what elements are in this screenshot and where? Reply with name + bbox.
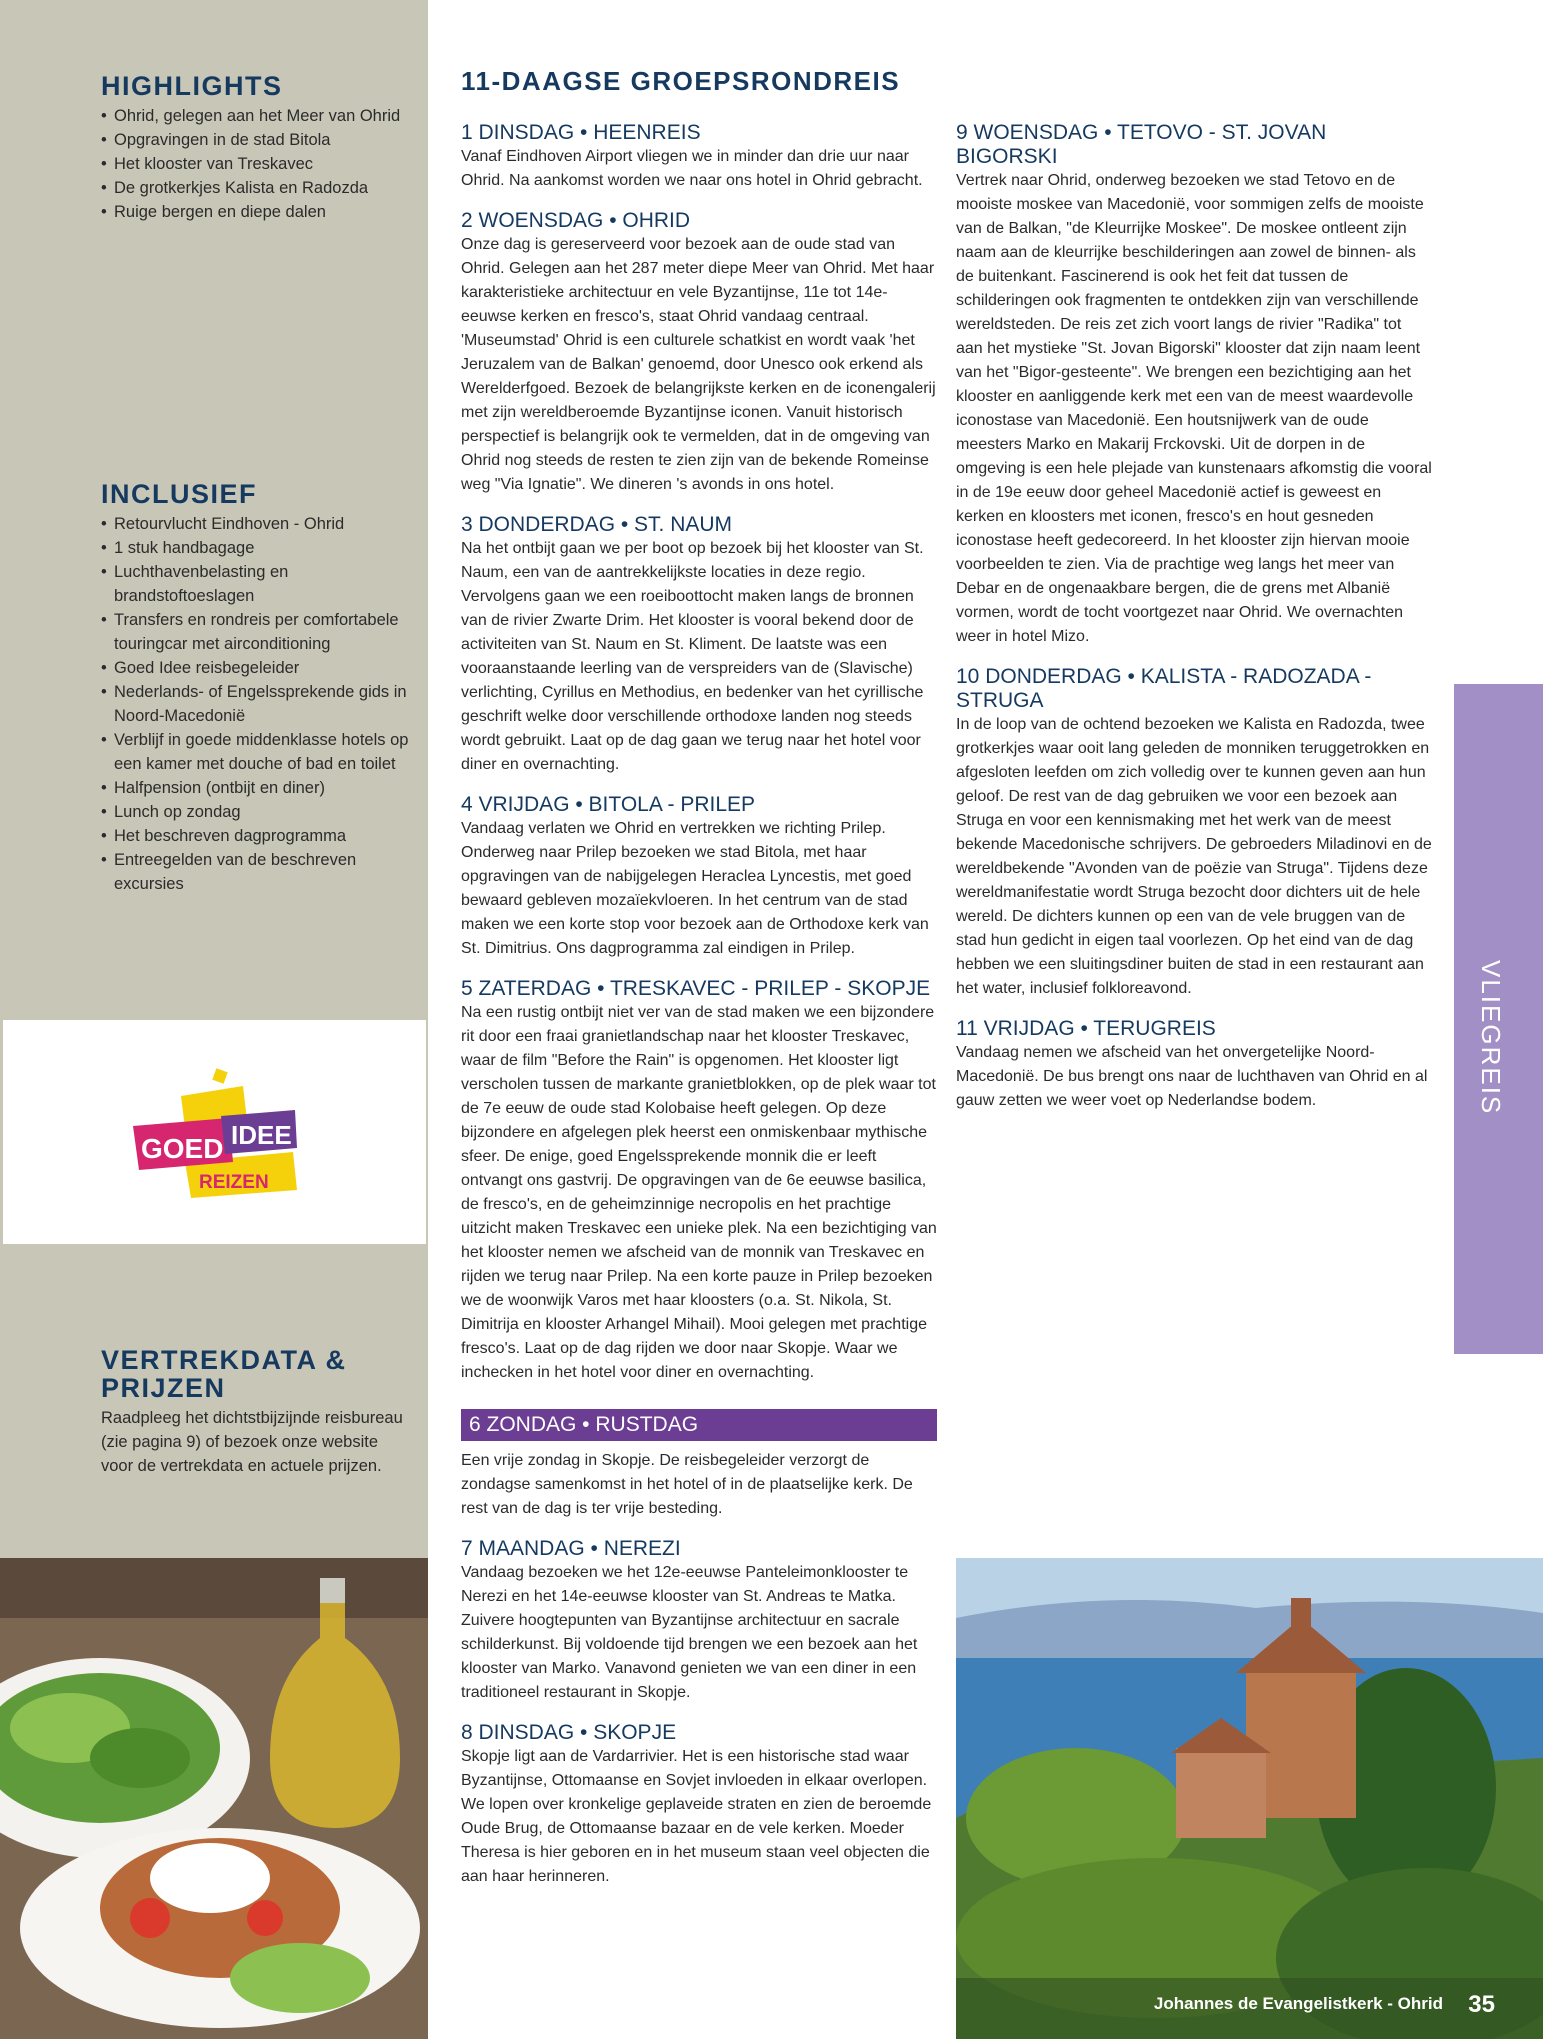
food-illustration [0, 1558, 428, 2039]
list-item: • Transfers en rondreis per comfortabele touringcar met airconditioning [101, 608, 411, 656]
photo-caption: Johannes de Evangelistkerk - Ohrid [1153, 1994, 1443, 2013]
list-item: • Nederlands- of Engelssprekende gids in Noord-Macedonië [101, 680, 411, 728]
inclusief-title: INCLUSIEF [101, 479, 258, 509]
day-2 [461, 209, 937, 497]
list-item: • De grotkerkjes Kalista en Radozda [101, 176, 411, 200]
day-text: Vandaag nemen we afscheid van het onvergetelijke Noord-Macedonië. De bus brengt ons naar de luchthaven van Ohrid en al gauw zetten we weer voet op Nederlandse bodem. [956, 1044, 1428, 1109]
day-11 [956, 1017, 1432, 1113]
day-text: Onze dag is gereserveerd voor bezoek aan de oude stad van Ohrid. Gelegen aan het 287 meter diepe Meer van Ohrid. Met haar karakteristieke architectuur en vele Byzantijnse, 11e tot 14e-eeuwse kerken en fresco's, staat Ohrid vandaag centraal. 'Museumstad' Ohrid is een culturele schatkist en wordt vaak 'het Jeruzalem van de Balkan' genoemd, door Unesco ook erkend als Werelderfgoed. Bezoek de belangrijkste kerken en de iconengalerij met zijn wereldberoemde Byzantijnse iconen. Vanuit historisch perspectief is belangrijk ook te vermelden, dat in de omgeving van Ohrid nog steeds de resten te zien zijn van de bekende Romeinse weg "Via Ignatie". We dineren 's avonds in ons hotel. [461, 236, 936, 493]
page-title: 11-DAAGSE GROEPSRONDREIS [461, 66, 901, 96]
day-heading: 5 ZATERDAG • TRESKAVEC - PRILEP - SKOPJE [461, 977, 931, 1000]
food-photo [0, 1558, 428, 2039]
day-10 [956, 665, 1432, 1001]
highlights-title: HIGHLIGHTS [101, 71, 283, 101]
page-number: 35 [1468, 1991, 1495, 2018]
itinerary-column-left [461, 121, 937, 1905]
church-illustration [956, 1558, 1543, 2039]
list-item: • Entreegelden van de beschreven excursies [101, 848, 411, 896]
inclusief-list [101, 512, 411, 896]
list-item: • Verblijf in goede middenklasse hotels op een kamer met douche of bad en toilet [101, 728, 411, 776]
list-item: • Opgravingen in de stad Bitola [101, 128, 411, 152]
day-text: Een vrije zondag in Skopje. De reisbegeleider verzorgt de zondagse samenkomst in het hotel of in de plaatselijke kerk. De rest van de dag is ter vrije besteding. [461, 1452, 913, 1517]
day-heading: 9 WOENSDAG • TETOVO - ST. JOVAN BIGORSKI [956, 121, 1327, 168]
list-item: • Het klooster van Treskavec [101, 152, 411, 176]
list-item: • Halfpension (ontbijt en diner) [101, 776, 411, 800]
section-tab-label: VLIEGREIS [1476, 960, 1506, 1116]
logo-word-reizen: REIZEN [199, 1172, 269, 1193]
vertrek-title-line1: VERTREKDATA & [101, 1345, 347, 1375]
day-text: Na het ontbijt gaan we per boot op bezoek bij het klooster van St. Naum, een van de aantrekkelijkste locaties in deze regio. Vervolgens gaan we een roeiboottocht maken langs de bronnen van de rivier Zwarte Drim. Het klooster is vooral bekend door de activiteiten van St. Naum en St. Kliment. De laatste was een vooraanstaande leerling van de verspreiders van de (Slavische) verlichting, Cyrillus en Methodius, en bedenker van het cyrillische geschrift welke door verschillende orthodoxe landen nog steeds wordt gebruikt. Laat op de dag gaan we terug naar het hotel voor diner en overnachting. [461, 540, 924, 773]
goed-idee-logo [3, 1020, 426, 1244]
day-text: Vertrek naar Ohrid, onderweg bezoeken we stad Tetovo en de mooiste moskee van Macedonië, voor sommigen zelfs de mooiste van de Balkan, "de Kleurrijke Moskee". De moskee ontleent zijn naam aan de kleurrijke beschilderingen aan zowel de binnen- als de buitenkant. Fascinerend is ook het feit dat tussen de schilderingen ook fragmenten te ontdekken zijn van verschillende wereldsteden. De reis zet zich voort langs de rivier "Radika" tot aan het mystieke "St. Jovan Bigorski" klooster dat zijn naam leent van het "Bigor-gesteente". We brengen een bezichtiging aan het klooster en aanliggende kerk met een van de meest waardevolle iconostase van Macedonië. Een houtsnijwerk van de oude meesters Marko en Makarij Frckovski. Uit de dorpen in de omgeving is een hele plejade van kunstenaars afkomstig die vooral in de 19e eeuw door geheel Macedonië actief is geweest en kerken en kloosters met iconen, fresco's en hout gesneden iconostase heeft gedecoreerd. In het klooster zijn hiervan mooie voorbeelden te zien. Via de prachtige weg langs het meer van Debar en de ongenaakbare bergen, die de grens met Albanië vormen, wordt de tocht voortgezet naar Ohrid. We overnachten weer in hotel Mizo. [956, 172, 1432, 645]
day-text: In de loop van de ochtend bezoeken we Kalista en Radozda, twee grotkerkjes waar ooit lang geleden de monniken teruggetrokken en afgesloten leefden om zich volledig over te kunnen geven aan hun geloof. De rest van de dag gebruiken we voor een bezoek aan Struga en voor een kennismaking met het werk van de meest bekende Macedonische schrijvers. De gebroeders Miladinovi en de wereldbekende "Avonden van de poëzie van Struga". Tijdens deze wereldmanifestatie wordt Struga bezocht door dichters uit de hele wereld. De dichters kunnen op een van de vele bruggen van de stad hun gedicht in eigen taal voorlezen. Op het eind van de dag hebben we een sluitingsdiner buiten de stad in een restaurant aan het water, inclusief folkloreavond. [956, 716, 1432, 997]
day-text: Vanaf Eindhoven Airport vliegen we in minder dan drie uur naar Ohrid. Na aankomst worden we naar ons hotel in Ohrid gebracht. [461, 148, 923, 189]
day-heading: 2 WOENSDAG • OHRID [461, 209, 691, 232]
day-heading: 3 DONDERDAG • ST. NAUM [461, 513, 733, 536]
list-item: • Ruige bergen en diepe dalen [101, 200, 411, 224]
day-3 [461, 513, 937, 777]
vertrek-title-line2: PRIJZEN [101, 1373, 226, 1403]
logo-word-goed: GOED [141, 1133, 224, 1164]
day-1 [461, 121, 937, 193]
list-item: • Luchthavenbelasting en brandstoftoeslagen [101, 560, 411, 608]
day-heading-banner: 6 ZONDAG • RUSTDAG [461, 1409, 937, 1441]
logo-yellow-dot [212, 1068, 227, 1083]
list-item: • Retourvlucht Eindhoven - Ohrid [101, 512, 411, 536]
list-item: • Goed Idee reisbegeleider [101, 656, 411, 680]
day-heading: 1 DINSDAG • HEENREIS [461, 121, 701, 144]
day-7 [461, 1537, 937, 1705]
day-6 [461, 1409, 937, 1521]
day-4 [461, 793, 937, 961]
logo-word-idee: IDEE [231, 1120, 292, 1150]
day-text: Skopje ligt aan de Vardarrivier. Het is een historische stad waar Byzantijnse, Ottomaanse en Sovjet invloeden in elkaar overlopen. We lopen over kronkelige geplaveide straten en zien de beroemde Oude Brug, de Ottomaanse bazaar en de vele kerken. Moeder Theresa is hier geboren en in het museum staan veel objecten die aan haar herinneren. [461, 1748, 932, 1885]
day-text: Vandaag bezoeken we het 12e-eeuwse Panteleimonklooster te Nerezi en het 14e-eeuwse klooster van St. Andreas te Matka. Zuivere hoogtepunten van Byzantijnse architectuur en sacrale schilderkunst. Bij voldoende tijd brengen we een bezoek aan het klooster van Marko. Vanavond genieten we van een diner in een traditioneel restaurant in Skopje. [461, 1564, 918, 1701]
day-heading: 4 VRIJDAG • BITOLA - PRILEP [461, 793, 756, 816]
itinerary-column-right [956, 121, 1432, 1129]
vertrek-section [101, 1346, 411, 1478]
day-heading: 11 VRIJDAG • TERUGREIS [956, 1017, 1216, 1040]
highlights-list [101, 104, 411, 224]
inclusief-section [101, 480, 411, 896]
day-text: Na een rustig ontbijt niet ver van de stad maken we een bijzondere rit door een fraai granietlandschap naar het klooster Treskavec, waar de film "Before the Rain" is opgenomen. Het klooster ligt verscholen tussen de markante granietblokken, op de plek waar tot de 7e eeuw de oude stad Kolobaise heeft gelegen. Op deze bijzondere en afgelegen plek heerst een onmiskenbaar mythische sfeer. De enige, goed Engelssprekende monnik die er leeft ontvangt ons gastvrij. De opgravingen van de 6e eeuwse basilica, de fresco's, en de geheimzinnige necropolis en het prachtige uitzicht maken Treskavec een unieke plek. Na een bezichtiging van het klooster nemen we afscheid van de monnik van Treskavec en rijden we terug naar Prilep. Na een korte pauze in Prilep bezoeken we de woonwijk Varos met haar kloosters (o.a. St. Nikola, St. Dimitrija en klooster Arhangel Mihail). Mooi gelegen met prachtige fresco's. Laat op de dag rijden we door naar Skopje. Waar we inchecken in het hotel voor diner en overnachting. [461, 1004, 937, 1381]
day-5 [461, 977, 937, 1385]
church-photo [956, 1558, 1543, 2039]
vertrek-text: Raadpleeg het dichtstbijzijnde reisbureau (zie pagina 9) of bezoek onze website voor de vertrekdata en actuele prijzen. [101, 1409, 403, 1475]
list-item: • Ohrid, gelegen aan het Meer van Ohrid [101, 104, 411, 128]
day-heading: 7 MAANDAG • NEREZI [461, 1537, 681, 1560]
highlights-section [101, 72, 411, 224]
list-item: • Lunch op zondag [101, 800, 411, 824]
day-heading: 8 DINSDAG • SKOPJE [461, 1721, 677, 1744]
day-text: Vandaag verlaten we Ohrid en vertrekken we richting Prilep. Onderweg naar Prilep bezoeken we stad Bitola, met haar opgravingen van de nabijgelegen Heraclea Lyncestis, met goed bewaard gebleven mozaïekvloeren. In het centrum van de stad maken we een korte stop voor bezoek aan de Orthodoxe kerk van St. Dimitrius. Ons dagprogramma zal eindigen in Prilep. [461, 820, 929, 957]
day-8 [461, 1721, 937, 1889]
list-item: • 1 stuk handbagage [101, 536, 411, 560]
day-heading: 10 DONDERDAG • KALISTA - RADOZADA - STRUGA [956, 665, 1372, 712]
day-9 [956, 121, 1432, 649]
list-item: • Het beschreven dagprogramma [101, 824, 411, 848]
logo-box [3, 1020, 426, 1244]
